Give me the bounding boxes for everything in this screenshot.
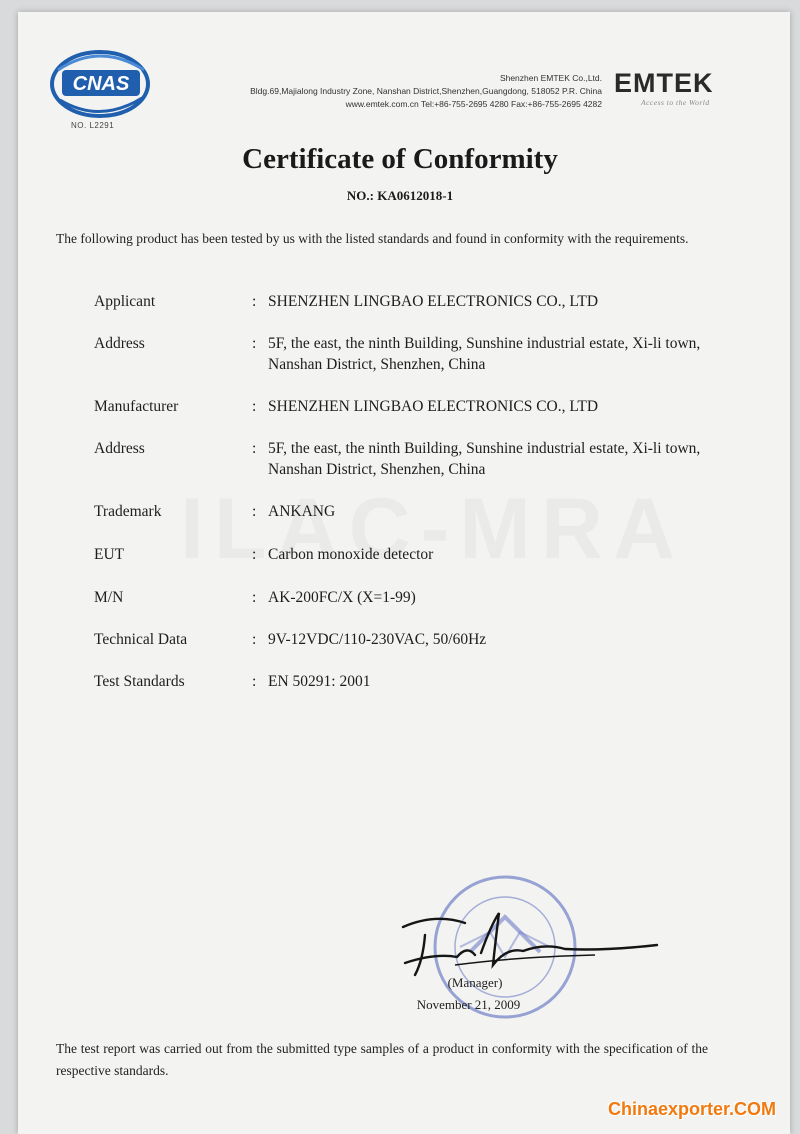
site-watermark: Chinaexporter.COM: [607, 1099, 776, 1119]
field-colon: :: [252, 589, 257, 606]
field-value: AK-200FC/X (X=1-99): [268, 589, 416, 606]
field-colon: :: [252, 293, 257, 310]
field-colon: :: [252, 440, 257, 457]
field-label: M/N: [94, 589, 124, 606]
field-value: EN 50291: 2001: [268, 673, 371, 690]
field-label: Address: [94, 440, 145, 457]
field-label: Technical Data: [94, 631, 188, 648]
field-label: Trademark: [94, 503, 162, 520]
field-label: Manufacturer: [94, 398, 179, 415]
issue-date: November 21, 2009: [416, 997, 521, 1012]
field-colon: :: [252, 503, 257, 520]
field-colon: :: [252, 673, 257, 690]
cnas-logo-text: CNAS: [72, 73, 130, 95]
intro-text: The following product has been tested by us with the listed standards and found in conformity with the requirements.: [56, 231, 689, 246]
field-colon: :: [252, 398, 257, 415]
field-label: EUT: [94, 546, 125, 563]
emtek-tagline: Access to the World: [641, 98, 710, 107]
company-address: Bldg.69,Majialong Industry Zone, Nanshan District,Shenzhen,Guangdong, 518052 P.R. China: [250, 86, 602, 96]
field-colon: :: [252, 335, 257, 352]
field-value: 9V-12VDC/110-230VAC, 50/60Hz: [268, 631, 487, 648]
manager-signature: [395, 905, 665, 985]
field-colon: :: [252, 631, 257, 648]
field-label: Address: [94, 335, 145, 352]
cnas-number: NO. L2291: [71, 121, 115, 130]
field-label: Test Standards: [94, 673, 185, 690]
field-value: 5F, the east, the ninth Building, Sunshine industrial estate, Xi-li town, Nanshan District, Shenzhen, China: [268, 440, 701, 478]
company-contact: www.emtek.com.cn Tel:+86-755-2695 4280 Fax:+86-755-2695 4282: [345, 99, 602, 109]
manager-label: (Manager): [447, 975, 503, 990]
field-colon: :: [252, 546, 257, 563]
field-value: SHENZHEN LINGBAO ELECTRONICS CO., LTD: [268, 293, 599, 310]
footer-note: The test report was carried out from the submitted type samples of a product in conformity with the specification of the respective standards.: [56, 1041, 708, 1078]
certificate-title: Certificate of Conformity: [242, 143, 558, 175]
certificate-number: NO.: KA0612018-1: [346, 188, 454, 203]
emtek-logo-text: EMTEK: [614, 68, 714, 98]
company-name: Shenzhen EMTEK Co.,Ltd.: [499, 73, 602, 83]
field-value: Carbon monoxide detector: [268, 546, 434, 563]
field-value: ANKANG: [268, 503, 336, 520]
field-label: Applicant: [94, 293, 156, 310]
field-value: 5F, the east, the ninth Building, Sunshine industrial estate, Xi-li town, Nanshan District, Shenzhen, China: [268, 335, 701, 373]
company-address-block: [250, 72, 602, 111]
field-value: SHENZHEN LINGBAO ELECTRONICS CO., LTD: [268, 398, 599, 415]
